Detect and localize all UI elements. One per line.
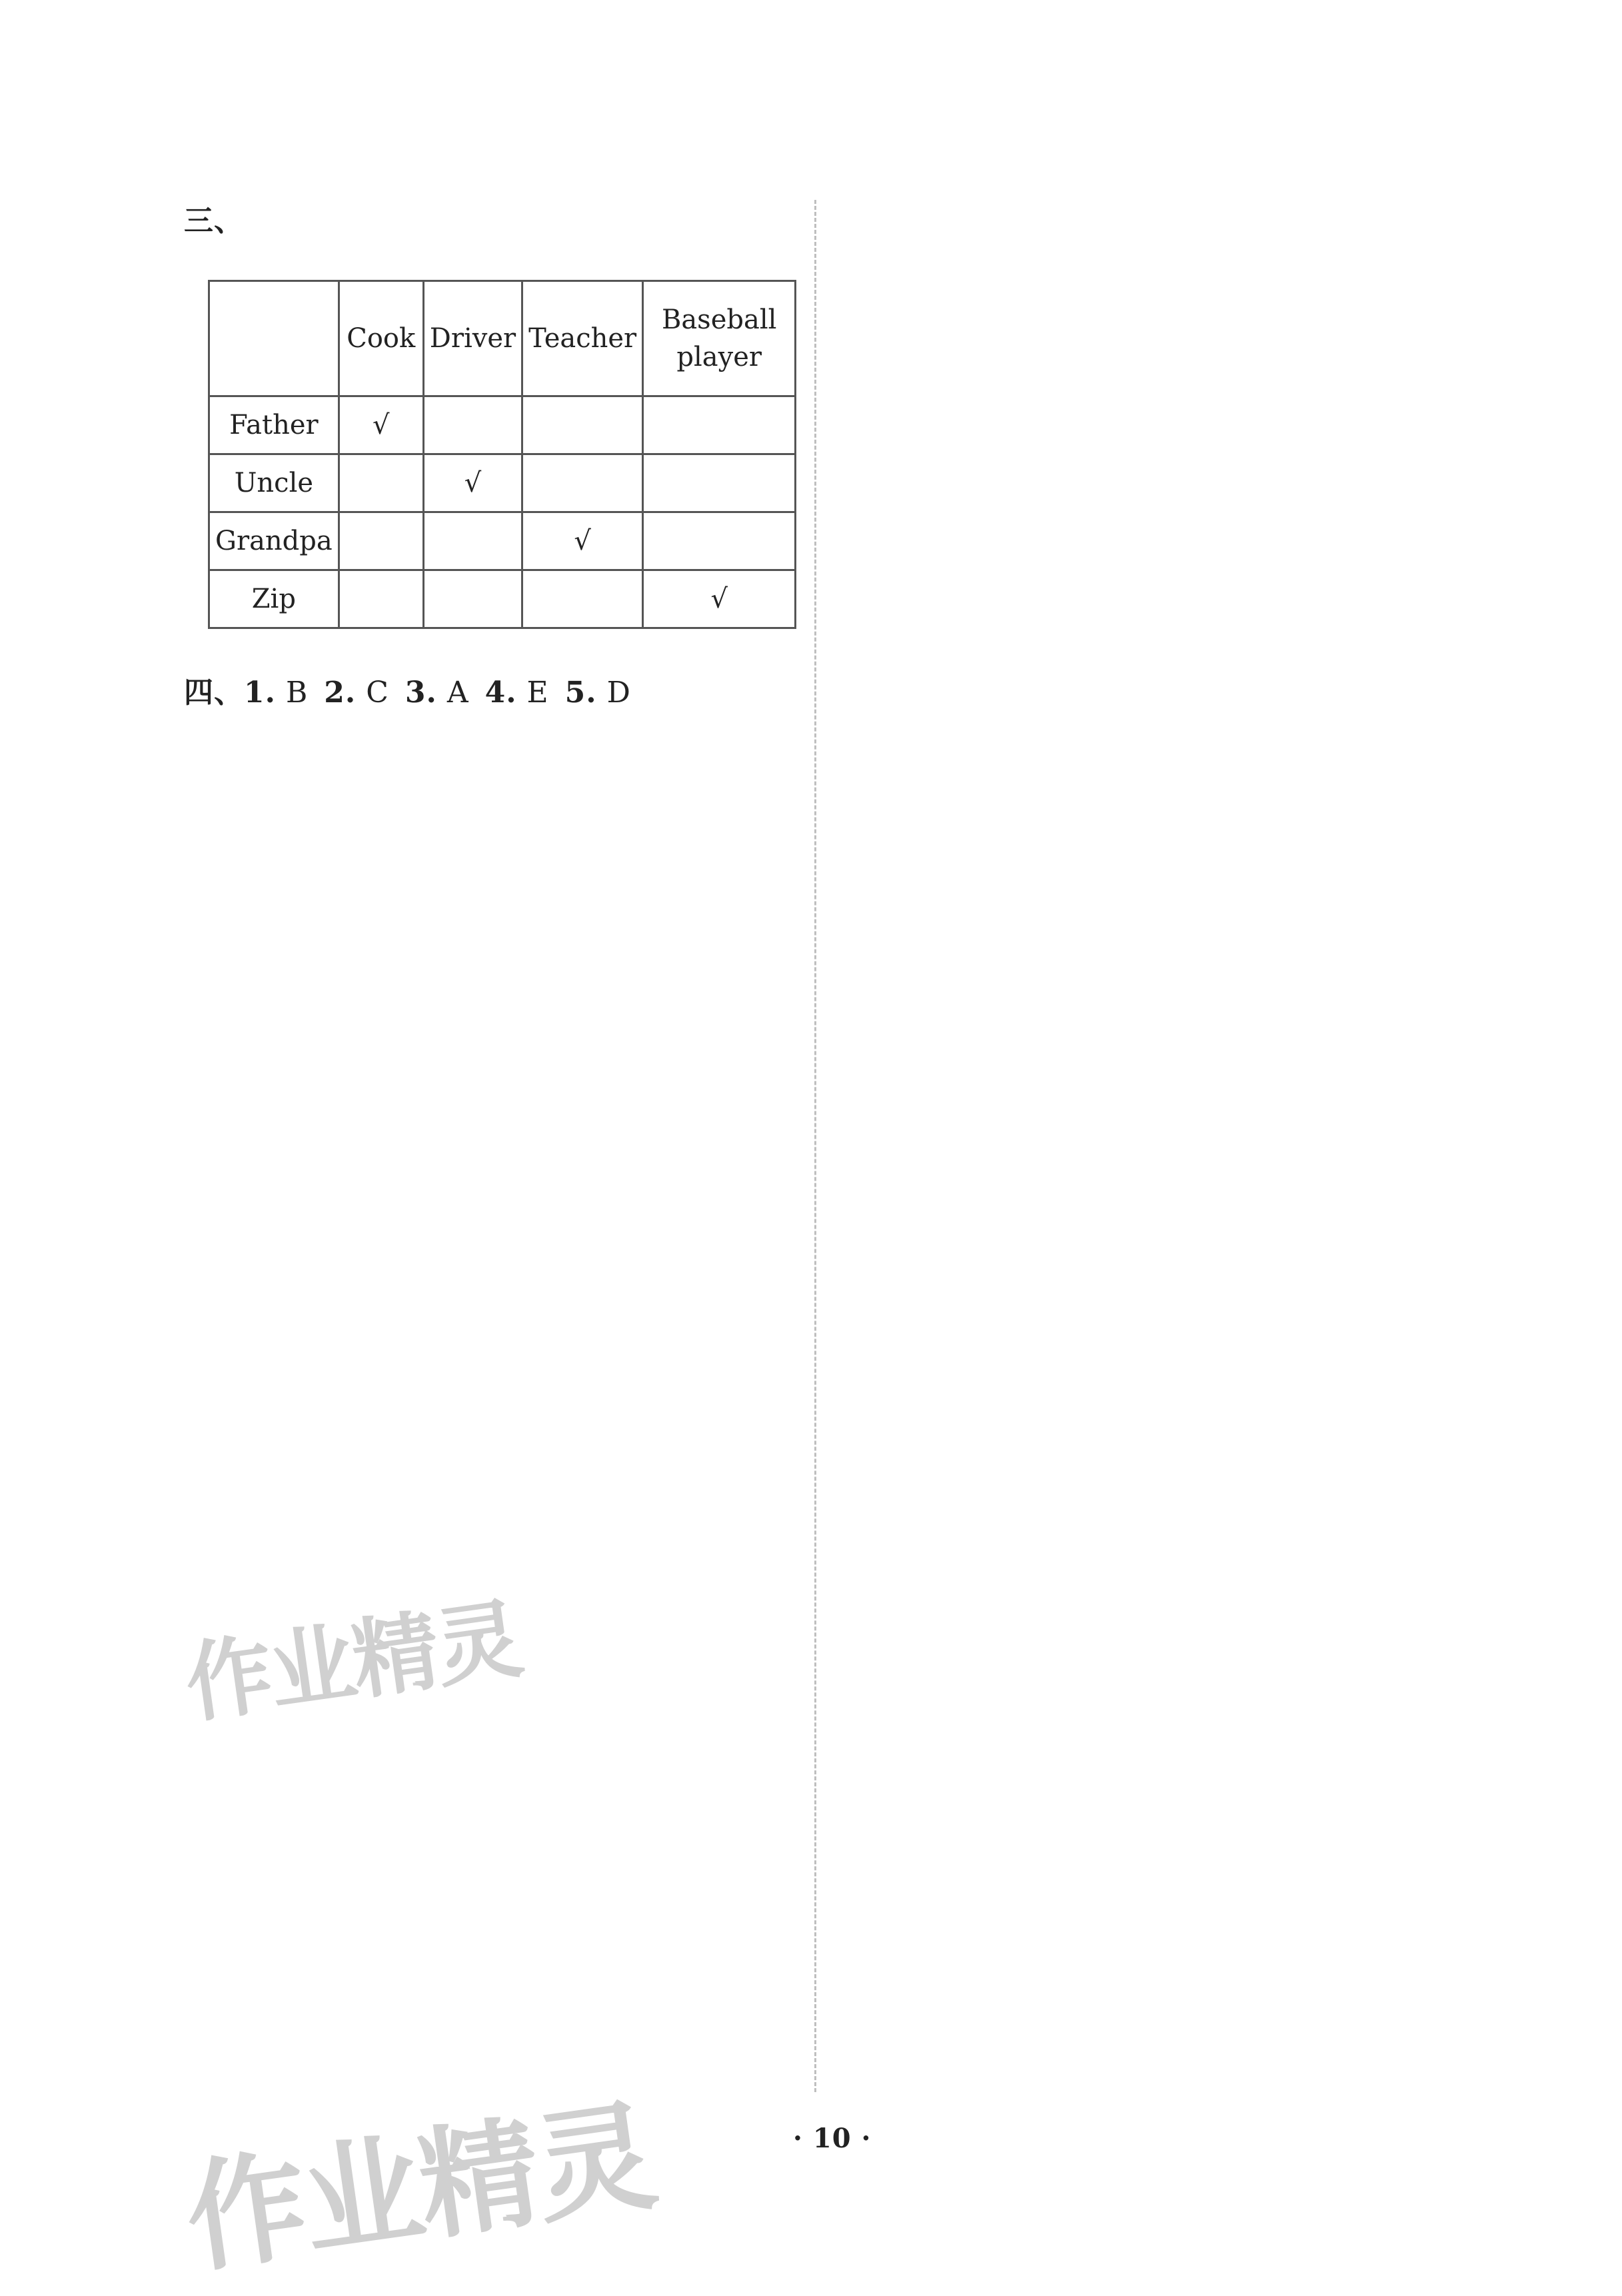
item-answer: B [285, 676, 309, 710]
check-mark: √ [522, 512, 643, 570]
page-number-value: 10 [812, 2123, 852, 2154]
answer-line-si [184, 673, 631, 713]
table-cell: Zip [209, 570, 339, 628]
check-mark: √ [339, 396, 423, 454]
table-row [209, 512, 796, 570]
check-mark [643, 396, 796, 454]
table-row [209, 454, 796, 512]
column-divider [814, 200, 816, 2092]
item-number: 5. [564, 676, 597, 710]
item-number: 4. [484, 676, 517, 710]
item-number: 2. [324, 676, 357, 710]
zuoye-jingling-watermark: 作业精灵 [179, 1588, 526, 1736]
table-cell: Father [209, 396, 339, 454]
check-mark: √ [423, 454, 522, 512]
check-mark [339, 512, 423, 570]
check-mark: √ [643, 570, 796, 628]
item-answer: C [366, 676, 389, 710]
check-mark [423, 396, 522, 454]
table-header-cell: Driver [423, 281, 522, 396]
table-cell: Grandpa [209, 512, 339, 570]
section-san-label: 三、 [184, 204, 244, 238]
zuoye-jingling-watermark: 作业精灵 [178, 2086, 662, 2290]
check-mark [522, 454, 643, 512]
table-header-cell: Baseball player [643, 281, 796, 396]
occupation-table [208, 280, 796, 629]
item-number: 1. [244, 676, 276, 710]
check-mark [423, 512, 522, 570]
table-header-cell [209, 281, 339, 396]
check-mark [522, 396, 643, 454]
page-number: · 10 · [793, 2123, 872, 2154]
item-answer: A [446, 676, 469, 710]
check-mark [339, 454, 423, 512]
check-mark [522, 570, 643, 628]
table-header-cell: Teacher [522, 281, 643, 396]
item-answer: E [526, 676, 549, 710]
item-number: 3. [405, 676, 437, 710]
table-cell: Uncle [209, 454, 339, 512]
table-row [209, 570, 796, 628]
check-mark [643, 454, 796, 512]
table-header-cell: Cook [339, 281, 423, 396]
check-mark [339, 570, 423, 628]
check-mark [643, 512, 796, 570]
table-row [209, 396, 796, 454]
section-label: 四、 [184, 676, 244, 710]
item-answer: D [606, 676, 631, 710]
check-mark [423, 570, 522, 628]
